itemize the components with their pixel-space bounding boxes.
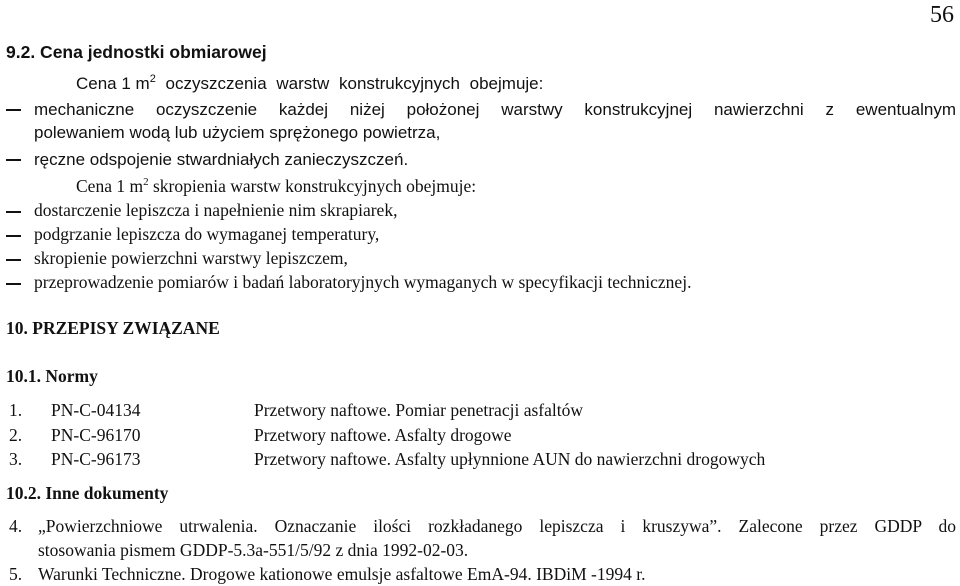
section-heading-9-2: 9.2. Cena jednostki obmiarowej bbox=[6, 42, 267, 62]
spraying-item: dostarczenie lepiszcza i napełnienie nim skrapiarek, bbox=[34, 200, 398, 220]
spraying-item: podgrzanie lepiszcza do wymaganej temperatury, bbox=[34, 224, 380, 244]
bullet-dash bbox=[6, 109, 21, 111]
bullet-dash bbox=[6, 283, 21, 285]
doc-number: 5. bbox=[9, 564, 23, 584]
doc-number: 4. bbox=[9, 516, 23, 536]
section-heading-10: 10. PRZEPISY ZWIĄZANE bbox=[6, 318, 220, 338]
cleaning-item-2: ręczne odspojenie stwardniałych zanieczyszczeń. bbox=[34, 150, 409, 169]
page-number: 56 bbox=[930, 2, 954, 28]
bullet-dash bbox=[6, 211, 21, 213]
norm-number: 1. bbox=[9, 400, 23, 420]
doc-4-line-1: „Powierzchniowe utrwalenia. Oznaczanie ilości rozkładanego lepiszcza i kruszywa”. Zalecone przez GDDP do bbox=[38, 516, 956, 536]
cleaning-intro: Cena 1 $m^2$ oczyszczenia warstw konstrukcyjnych obejmuje: bbox=[76, 73, 544, 93]
doc-4-line-2: stosowania pismem GDDP-5.3a-551/5/92 z dnia 1992-02-03. bbox=[38, 540, 469, 560]
norm-code: PN-C-96173 bbox=[51, 449, 141, 469]
norm-code: PN-C-96170 bbox=[51, 425, 141, 445]
subsection-heading-other-docs: 10.2. Inne dokumenty bbox=[6, 483, 169, 503]
bullet-dash bbox=[6, 159, 21, 161]
norm-title: Przetwory naftowe. Asfalty drogowe bbox=[254, 425, 512, 445]
bullet-dash bbox=[6, 235, 21, 237]
norm-code: PN-C-04134 bbox=[51, 400, 141, 420]
norm-title: Przetwory naftowe. Asfalty upłynnione AUN do nawierzchni drogowych bbox=[254, 449, 766, 469]
doc-5-text: Warunki Techniczne. Drogowe kationowe emulsje asfaltowe EmA-94. IBDiM -1994 r. bbox=[38, 564, 646, 584]
norm-number: 2. bbox=[9, 425, 23, 445]
cleaning-item-1-line-2: polewaniem wodą lub użyciem sprężonego powietrza, bbox=[34, 123, 441, 142]
spraying-item: przeprowadzenie pomiarów i badań laboratoryjnych wymaganych w specyfikacji technicznej. bbox=[34, 272, 692, 292]
spraying-item: skropienie powierzchni warstwy lepiszczem, bbox=[34, 248, 348, 268]
subsection-heading-norms: 10.1. Normy bbox=[6, 366, 98, 386]
norm-number: 3. bbox=[9, 449, 23, 469]
norm-title: Przetwory naftowe. Pomiar penetracji asfaltów bbox=[254, 400, 583, 420]
spraying-intro: Cena 1 $m^2$ skropienia warstw konstrukcyjnych obejmuje: bbox=[76, 176, 477, 196]
cleaning-item-1-line-1: mechaniczne oczyszczenie każdej niżej położonej warstwy konstrukcyjnej nawierzchni z ewentualnym bbox=[34, 100, 956, 119]
bullet-dash bbox=[6, 259, 21, 261]
